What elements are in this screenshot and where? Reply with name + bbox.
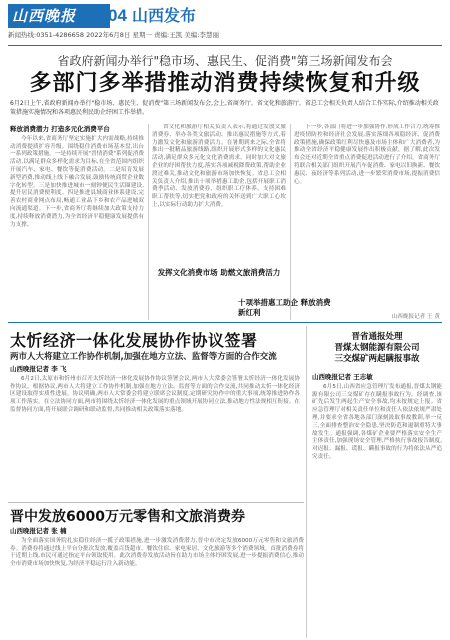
masthead-rule: [8, 45, 442, 46]
page-number: 04: [108, 6, 127, 25]
story2-headline: 太忻经济一体化发展协作协议签署: [10, 331, 258, 350]
main-body-2: 省文化和旅游厅相关负责人表示,将通过发放文旅消费券、举办各类文旅活动、推出惠民措施等方式,着力激发文化和旅游消费活力。在暑期到来之际,全省将推出一批精品旅游线路,组织开展形式多样的文化惠民活动,满足群众多元化文化消费需求。同时加大对文旅企业的纾困帮扶力度,落实各项减税降费政策,帮助企业渡过难关,推动文化和旅游市场加快恢复。省总工会相关负责人介绍,推出十项举措惠工助企,包括开展职工消费季活动、发放消费券、组织职工疗休养、支持困难职工帮扶等,切实把党和政府的关怀送到广大职工心坎上,以实际行动助力扩大消费。: [152, 124, 286, 208]
story2-body: [10, 364, 300, 494]
side-title-line-2: 晋煤太钢能源有限公司: [334, 343, 420, 353]
story2-byline: 山西晚报记者 李 飞: [10, 365, 67, 373]
masthead-info: 新闻热线:0351-4286658 2022年6月8日 星期一 责编:王凯 美编:李慧丽: [8, 31, 219, 39]
story3-byline: 山西晚报记者 张 楠: [10, 527, 67, 535]
section-rule: [8, 502, 304, 503]
newspaper-logo: 山西晚报: [8, 4, 110, 28]
main-kicker: 省政府新闻办举行"稳市场、惠民生、促消费"第三场新闻发布会: [57, 54, 393, 68]
column-divider: [290, 124, 291, 320]
story3-headline: 晋中发放6000万元零售和文旅消费券: [10, 509, 245, 525]
section-title: 山西发布: [132, 6, 197, 25]
sidebar-divider: [306, 326, 307, 638]
side-title-line-3: 三交煤矿两起瞒报事故: [334, 354, 420, 364]
side-story-text: 6月5日,山西省应急管理厅发布通报,晋煤太钢能源有限公司三交煤矿存在瞒报事故行为。经调查,该矿先后发生两起生产安全事故,均未按规定上报。省应急管理厅对相关责任单位和责任人依法依规严肃处理,并要求全省各地各部门深刻汲取事故教训,举一反三,全面排查整治安全隐患,坚决防范和遏制重特大事故发生。通报强调,各煤矿企业要严格落实安全生产主体责任,加强现场安全管理,严格执行事故报告制度,对迟报、漏报、谎报、瞒报事故的行为将依法从严追究责任。: [312, 383, 442, 460]
main-body-3: 下一步,各部门将进一步加强协作,形成工作合力,统筹推进疫情防控和经济社会发展,落实落细各项稳经济、促消费政策措施,确保政策红利尽快惠及市场主体和广大消费者,为推动全省经济平稳健康发展作出积极贡献。据了解,此次发布会还对近期全省重点消费促进活动进行了介绍。省商务厅将联合相关部门组织开展汽车促消费、家电以旧换新、餐饮惠民、夜经济等系列活动,进一步繁荣消费市场,提振消费信心。: [294, 124, 440, 185]
story3-text: 为全面落实国务院扎实稳住经济一揽子政策措施,进一步激发消费潜力,晋中市决定发放6000万元零售和文旅消费券。消费券将通过线上平台分批次发放,覆盖百货超市、餐饮住宿、家电家居、文化旅游等多个消费领域。首批消费券将于近期上线,市民可通过指定平台领取使用。此次消费券发放活动旨在助力市场主体纾困发展,进一步提振消费信心,推动全市消费市场加快恢复,为经济平稳运行注入新动能。: [10, 537, 304, 568]
main-byline: 山西晚报记者 王 黄: [391, 314, 440, 320]
column-divider: [148, 124, 149, 320]
main-subhead-1: 释放消费潜力 打造多元化消费平台: [10, 125, 110, 133]
main-lead: 6月2日上午,省政府新闻办举行"稳市场、惠民生、促消费"第三场新闻发布会,会上,省商务厅、省文化和旅游厅、省总工会相关负责人结合工作实际,介绍推动相关政策措施实施情况和各项惠民利民助企纾困工作举措。: [10, 100, 439, 116]
side-story-title: [312, 332, 442, 365]
side-title-line-1: 晋省通报处理: [351, 332, 403, 342]
main-body-1: 今年以来,省商务厅坚定实施扩大内需战略,持续推动消费提质扩容升级。围绕稳住消费市场基本盘,出台一系列政策措施。一是持续开展"晋情消费"系列促消费活动,以满足群众多样化需求为目标,在全省范围内组织开展汽车、家电、餐饮等促消费活动。二是培育发展新型消费,推动线上线下融合发展,鼓励传统商贸企业数字化转型。三是加快推进城市一刻钟便民生活圈建设,提升居民消费便利度。四是推进县域商业体系建设,完善农村商业网点布局,畅通工业品下乡和农产品进城双向流通渠道。下一步,省商务厅将继续加大政策支持力度,持续释放消费潜力,为全省经济平稳健康发展提供有力支撑。: [10, 135, 144, 228]
story2-subtitle: 两市人大将建立工作协作机制,加强在地方立法、监督等方面的合作交流: [10, 352, 277, 362]
main-subhead-3: 十项举措惠工助企 释放消费新红利: [238, 298, 331, 317]
masthead: [8, 4, 442, 44]
section-rule: [8, 322, 442, 323]
main-headline: 多部门多举措推动消费持续恢复和升级: [29, 71, 421, 96]
story2-text: 6月2日,太原市和忻州市召开太忻经济一体化发展协作协议签署会议,两市人大常委会签署太忻经济一体化发展协作协议。根据协议,两市人大将建立工作协作机制,加强在地方立法、监督等方面的合作交流,共同推动太忻一体化经济区建设取得实质性进展。协议明确,两市人大常委会将建立联席会议制度,定期研究协作中的重大事项,统筹推进协作各项工作落实。在立法协同方面,两市将围绕太忻经济一体化发展的重点领域开展协同立法,推动地方性法规相互衔接。在监督协同方面,将开展联合调研和联动监督,共同推动相关政策落实落地。: [10, 375, 300, 413]
main-column-3: [294, 124, 440, 320]
main-subhead-2: 发挥文化消费市场 助燃文旅消费活力: [157, 268, 281, 277]
story3-body: [10, 526, 304, 636]
side-story-byline: 山西晚报记者 王志敏: [312, 373, 373, 381]
side-story-body: [312, 372, 442, 636]
main-column-2: [152, 124, 286, 320]
main-column-1: [10, 124, 144, 320]
